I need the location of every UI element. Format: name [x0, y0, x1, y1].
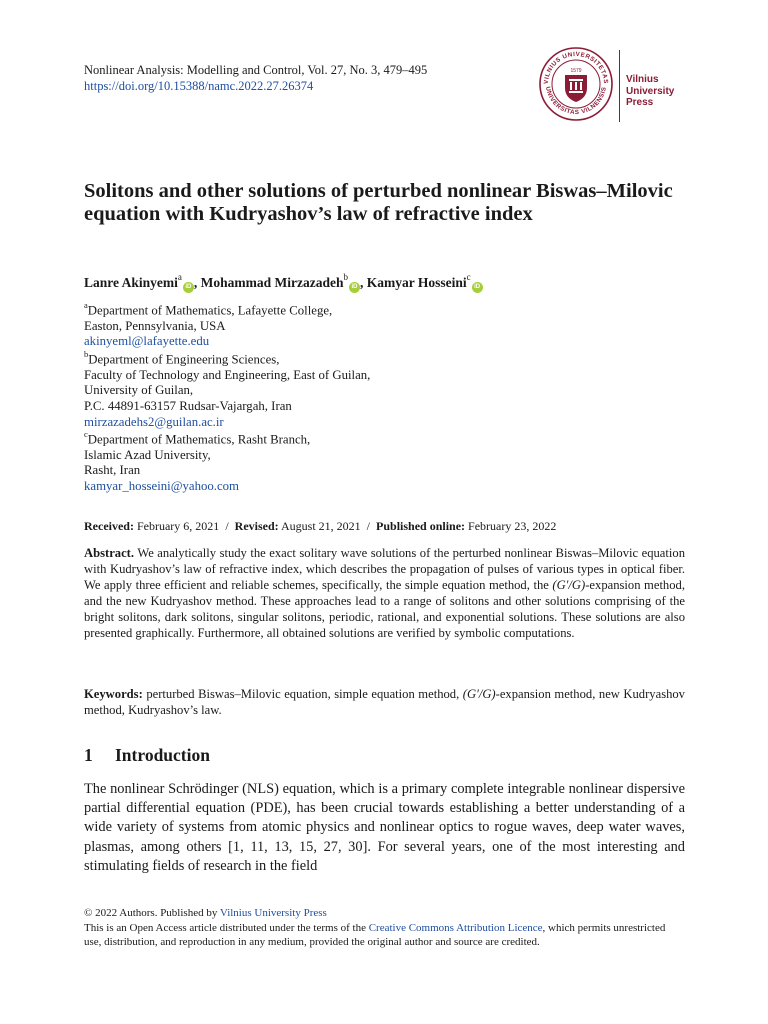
author-2	[200, 272, 367, 290]
published-date: February 23, 2022	[468, 519, 557, 533]
orcid-icon[interactable]: iD	[472, 282, 483, 293]
author-separator: ,	[360, 274, 367, 290]
email-link[interactable]: mirzazadehs2@guilan.ac.ir	[84, 414, 224, 429]
author-name: Lanre Akinyemi	[84, 274, 178, 290]
affiliation-line: Easton, Pennsylvania, USA	[84, 318, 226, 333]
logo-line-3: Press	[626, 97, 654, 108]
keywords-math: (G′/G)	[462, 687, 496, 701]
received-label: Received:	[84, 519, 134, 533]
revised-date: August 21, 2021	[281, 519, 361, 533]
affiliation-a	[84, 299, 684, 350]
university-seal-icon	[538, 46, 614, 122]
logo-line-1: Vilnius	[626, 74, 659, 85]
email-link[interactable]: akinyeml@lafayette.edu	[84, 334, 210, 349]
license-footer	[84, 906, 685, 950]
affiliation-mark: c	[84, 429, 88, 439]
section-heading	[84, 745, 210, 766]
section-title: Introduction	[115, 745, 210, 765]
published-label: Published online:	[376, 519, 466, 533]
author-3	[366, 272, 483, 290]
journal-citation: Nonlinear Analysis: Modelling and Control, Vol. 27, No. 3, 479–495	[84, 63, 428, 77]
affiliation-line: $^a$Department of Mathematics, Lafayette College,	[84, 300, 333, 318]
abstract	[84, 545, 685, 641]
seal-year: 1579	[570, 68, 582, 74]
logo-wordmark	[626, 74, 674, 109]
seal-text-bottom: UNIVERSITAS VILNENSIS	[544, 86, 608, 117]
publisher-link[interactable]: Vilnius University Press	[219, 907, 327, 919]
affiliation-c	[84, 428, 684, 495]
affiliation-mark: b	[343, 272, 348, 282]
license-text: This is an Open Access article distributed under the terms of the Creative Commons Attribution Licence, which permits unrestricted use, distribution, and reproduction in any medium, provided the original author and source are credited.	[84, 921, 666, 949]
intro-paragraph: The nonlinear Schrödinger (NLS) equation, which is a primary complete integrable nonlinear dispersive partial differential equation (PDE), has been crucial towards establishing a better understanding of a wide variety of systems from atomic physics and nonlinear optics to rogue waves, deep water waves, plasmas, among others [1, 11, 13, 15, 27, 30]. For several years, one of the most interesting and stimulating fields of research in the field	[84, 781, 685, 874]
logo-line-2: University	[626, 85, 675, 97]
logo-divider	[619, 50, 620, 122]
journal-header	[84, 62, 427, 94]
date-separator: /	[225, 519, 229, 533]
affiliation-line: Rasht, Iran	[84, 463, 141, 478]
affiliation-mark: a	[84, 300, 88, 310]
author-name: Mohammad Mirzazadeh	[200, 274, 344, 290]
seal-text-top: VILNIUS UNIVERSITETAS	[542, 50, 610, 85]
author-list	[84, 273, 483, 293]
keywords-text-1: perturbed Biswas–Milovic equation, simple equation method,	[146, 687, 460, 701]
licence-link[interactable]: Creative Commons Attribution Licence	[368, 921, 543, 934]
date-separator: /	[366, 519, 371, 533]
affiliation-mark: c	[466, 272, 471, 282]
affiliation-line: University of Guilan,	[84, 383, 194, 398]
keywords-text-2: -expansion method, new Kudryashov method, Kudryashov’s law.	[84, 687, 685, 717]
abstract-text-1: We analytically study the exact solitary wave solutions of the perturbed nonlinear Biswas–Milovic equation with Kudryashov’s law of refractive index, which describes the propagation of pulses of various types in optical fiber. We apply three efficient and reliable schemes, specifically, the simple equation method, the	[84, 546, 685, 592]
email-link[interactable]: kamyar_hosseini@yahoo.com	[84, 479, 240, 494]
affiliation-mark: a	[177, 272, 182, 282]
received-date: February 6, 2021	[136, 519, 220, 533]
revised-label: Revised:	[234, 519, 279, 533]
copyright-line	[84, 906, 685, 921]
author-1	[84, 272, 201, 290]
doi-link[interactable]: https://doi.org/10.15388/namc.2022.27.26374	[84, 79, 314, 93]
affiliation-line: Islamic Azad University,	[84, 447, 211, 462]
section-number: 1	[84, 745, 93, 765]
orcid-icon[interactable]: iD	[349, 282, 360, 293]
paper-title: Solitons and other solutions of perturbed nonlinear Biswas–Milovic equation with Kudryashov’s law of refractive index	[84, 180, 673, 225]
abstract-label: Abstract.	[84, 546, 135, 560]
author-name: Kamyar Hosseini	[366, 274, 467, 290]
abstract-math: (G′/G)	[552, 578, 586, 592]
affiliation-line: $^b$Department of Engineering Sciences,	[84, 349, 280, 367]
affiliation-line: P.C. 44891-63157 Rudsar-Vajargah, Iran	[84, 399, 292, 414]
affiliation-line: $^c$Department of Mathematics, Rasht Branch,	[84, 429, 311, 447]
abstract-text-2: -expansion method, and the new Kudryashov method. These approaches lead to a range of solitons and other solutions comprising of the bright solitons, dark solitons, singular solitons, periodic, rational, and exponential solutions. These solutions are also presented graphically. Furthermore, all obtained solutions are verified by symbolic computations.	[84, 578, 685, 640]
author-separator: ,	[193, 274, 201, 290]
keywords-label: Keywords:	[84, 687, 143, 701]
affiliation-mark: b	[84, 349, 89, 359]
affiliation-b	[84, 348, 684, 430]
affiliation-line: Faculty of Technology and Engineering, East of Guilan,	[84, 367, 371, 382]
vilnius-university-press-logo[interactable]	[538, 46, 688, 132]
orcid-icon[interactable]: iD	[183, 282, 194, 293]
copyright-text: © 2022 Authors. Published by	[84, 907, 218, 919]
keywords	[84, 686, 685, 718]
publication-dates	[84, 519, 556, 534]
